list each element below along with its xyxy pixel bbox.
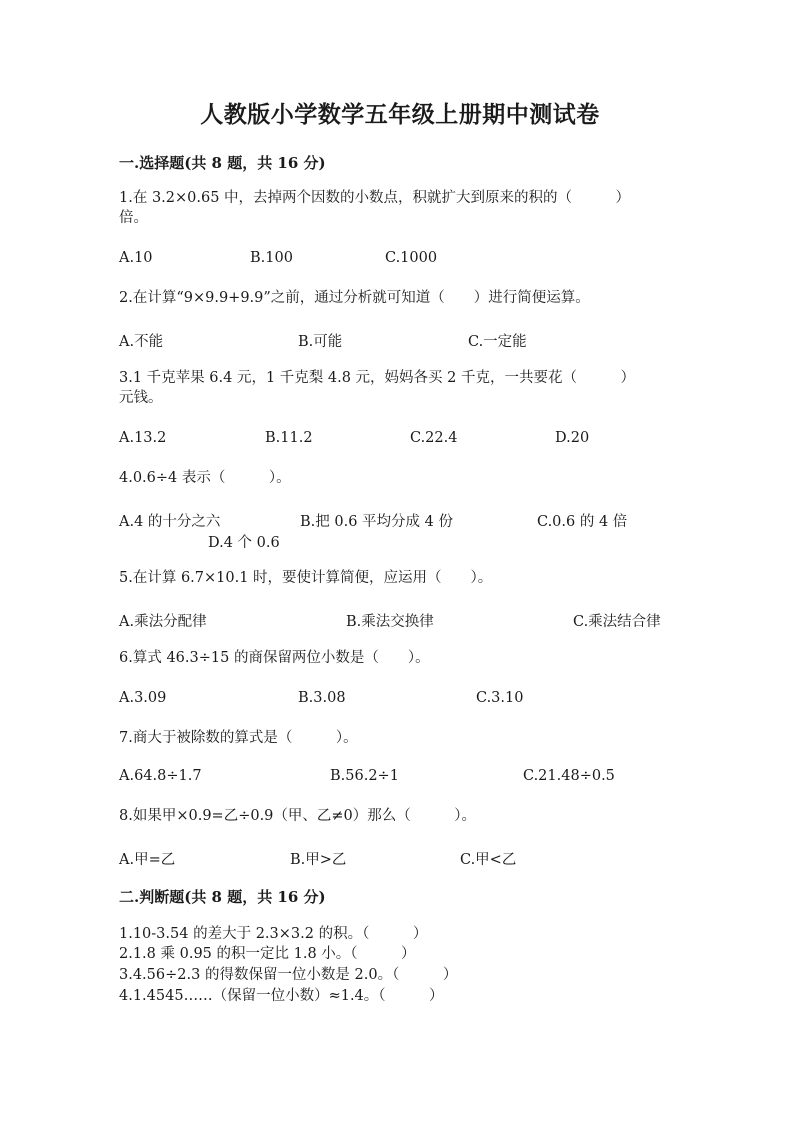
question-3-option-d: D.20 xyxy=(555,430,590,446)
judgement-item-3: 3.4.56÷2.3 的得数保留一位小数是 2.0。（ ） xyxy=(119,967,458,983)
question-5-text: 5.在计算 6.7×10.1 时，要使计算简便，应运用（ ）。 xyxy=(119,570,493,586)
question-5-option-a: A.乘法分配律 xyxy=(119,614,207,630)
question-1-option-b: B.100 xyxy=(250,250,293,266)
question-8-option-c: C.甲<乙 xyxy=(460,852,517,868)
question-4-option-a: A.4 的十分之六 xyxy=(119,514,221,530)
question-3-option-b: B.11.2 xyxy=(265,430,313,446)
question-4-text: 4.0.6÷4 表示（ ）。 xyxy=(119,470,291,486)
judgement-item-1: 1.10-3.54 的差大于 2.3×3.2 的积。（ ） xyxy=(119,926,428,942)
question-8-option-a: A.甲=乙 xyxy=(119,852,176,868)
question-2-option-b: B.可能 xyxy=(298,334,343,350)
question-4-option-d: D.4 个 0.6 xyxy=(208,535,280,551)
question-6-text: 6.算式 46.3÷15 的商保留两位小数是（ ）。 xyxy=(119,650,430,666)
question-6-option-b: B.3.08 xyxy=(298,690,346,706)
question-1-text: 1.在 3.2×0.65 中，去掉两个因数的小数点，积就扩大到原来的积的（ ） xyxy=(119,190,631,206)
question-4-option-b: B.把 0.6 平均分成 4 份 xyxy=(300,514,453,530)
question-1-text-cont: 倍。 xyxy=(119,210,148,226)
question-3-option-c: C.22.4 xyxy=(410,430,458,446)
question-7-text: 7.商大于被除数的算式是（ ）。 xyxy=(119,730,358,746)
question-7-option-c: C.21.48÷0.5 xyxy=(523,768,615,784)
question-2-option-c: C.一定能 xyxy=(468,334,527,350)
question-7-option-a: A.64.8÷1.7 xyxy=(119,768,202,784)
section-heading-choice: 一.选择题(共 8 题，共 16 分) xyxy=(119,154,326,172)
question-1-option-c: C.1000 xyxy=(385,250,438,266)
page-title: 人教版小学数学五年级上册期中测试卷 xyxy=(200,101,600,128)
question-3-option-a: A.13.2 xyxy=(119,430,167,446)
question-7-option-b: B.56.2÷1 xyxy=(330,768,399,784)
question-2-option-a: A.不能 xyxy=(119,334,164,350)
question-4-option-c: C.0.6 的 4 倍 xyxy=(537,514,628,530)
question-5-option-b: B.乘法交换律 xyxy=(346,614,434,630)
question-8-option-b: B.甲>乙 xyxy=(290,852,347,868)
question-3-text: 3.1 千克苹果 6.4 元，1 千克梨 4.8 元，妈妈各买 2 千克，一共要花（ ） xyxy=(119,370,636,386)
question-6-option-a: A.3.09 xyxy=(119,690,167,706)
judgement-item-2: 2.1.8 乘 0.95 的积一定比 1.8 小。（ ） xyxy=(119,946,416,962)
section-heading-judgement: 二.判断题(共 8 题，共 16 分) xyxy=(119,888,326,906)
question-3-text-cont: 元钱。 xyxy=(119,390,163,406)
question-8-text: 8.如果甲×0.9=乙÷0.9（甲、乙≠0）那么（ ）。 xyxy=(119,808,477,824)
question-1-option-a: A.10 xyxy=(119,250,153,266)
question-5-option-c: C.乘法结合律 xyxy=(573,614,661,630)
question-6-option-c: C.3.10 xyxy=(476,690,524,706)
question-2-text: 2.在计算“9×9.9+9.9”之前，通过分析就可知道（ ）进行简便运算。 xyxy=(119,290,590,306)
judgement-item-4: 4.1.4545……（保留一位小数）≈1.4。（ ） xyxy=(119,988,444,1004)
